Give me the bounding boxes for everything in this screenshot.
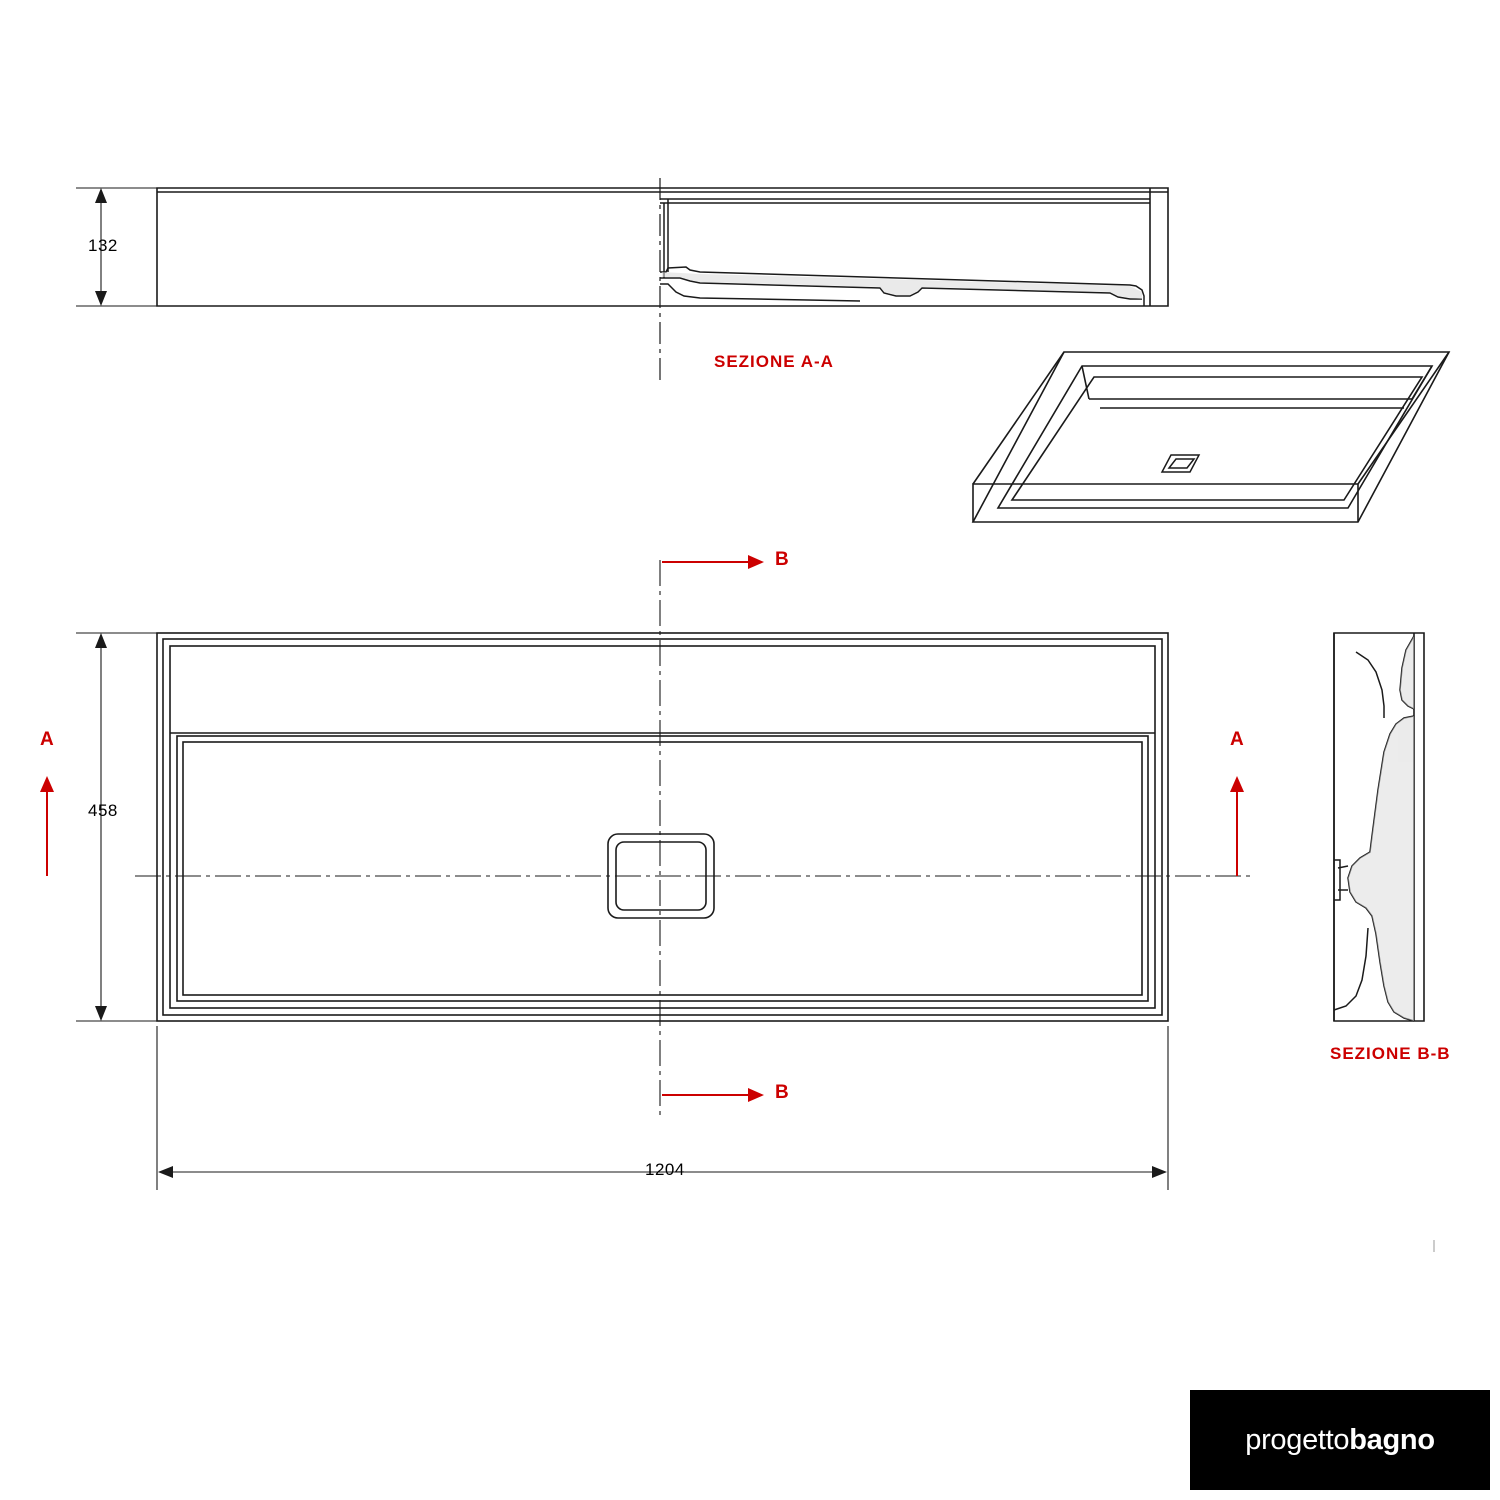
- section-label-aa: SEZIONE A-A: [714, 352, 834, 371]
- dimension-label-1204: 1204: [645, 1160, 685, 1179]
- plan-center-lines: [135, 560, 1250, 1120]
- view-top-plan: [157, 633, 1168, 1021]
- cut-arrow-b-top: [662, 555, 764, 569]
- cut-arrow-a-left: [40, 776, 54, 876]
- logo-text: [1245, 1424, 1435, 1457]
- cut-mark-b-top: B: [775, 549, 789, 570]
- side-section-material: [1348, 636, 1414, 1021]
- section-label-bb: SEZIONE B-B: [1330, 1044, 1451, 1063]
- view-isometric: [973, 352, 1449, 522]
- cut-mark-a-left: A: [40, 729, 54, 750]
- section-aa-material: [662, 272, 1142, 299]
- title-block-logo: [1190, 1390, 1490, 1490]
- logo-text-light: progetto: [1245, 1423, 1350, 1456]
- dimension-label-458: 458: [88, 801, 118, 820]
- cut-arrow-b-bottom: [662, 1088, 764, 1102]
- isometric-drain: [1162, 455, 1199, 472]
- cut-mark-b-bottom: B: [775, 1082, 789, 1103]
- dimension-label-132: 132: [88, 236, 118, 255]
- cut-arrow-a-right: [1230, 776, 1244, 876]
- logo-text-bold: bagno: [1349, 1423, 1435, 1456]
- dimension-depth-458: [76, 633, 157, 1021]
- cut-mark-a-right: A: [1230, 729, 1244, 750]
